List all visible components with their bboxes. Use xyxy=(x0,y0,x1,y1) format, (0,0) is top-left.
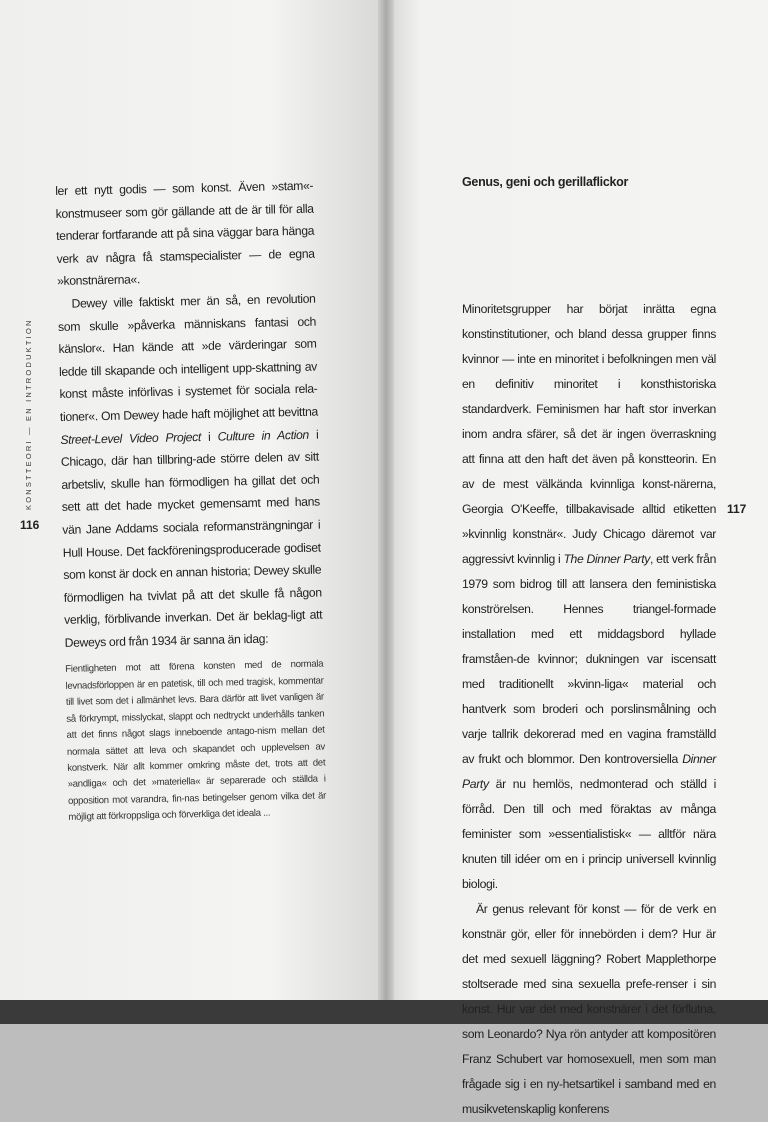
running-header: KONSTTEORI — EN INTRODUKTION xyxy=(24,318,33,510)
paragraph: Dewey ville faktiskt mer än så, en revolution som skulle »påverka människans fantasi och känslor«. Han kände att »de värderingar som ledde till skapande och intelligent upp-skattning av konst måste införlivas i systemet för sociala rela-tioner«. Om Dewey hade haft möjlighet att bevittna Street-Level Video Project i Culture in Action i Chicago, där han tillbring-ade större delen av sitt arbetsliv, skulle han förmodligen ha gillat det och sett att det hade mycket gemensamt med hans vän Jane Addams sociala reformansträngningar i Hull House. Det fackföreningsproducerade godiset som konst är dock en annan historia; Dewey skulle förmodligen ha tvivlat på att det skulle få någon verklig, förblivande inverkan. Det är beklag-ligt att Deweys ord från 1934 är sanna än idag: xyxy=(57,291,323,650)
page-number-right: 117 xyxy=(727,502,747,516)
paragraph: Minoritetsgrupper har börjat inrätta egna konstinstitutioner, och bland dessa grupper finns kvinnor — inte en minoritet i befolkningen men väl en definitiv minoritet i konsthistoriska standardverk. Feminismen har haft stor inverkan inom andra sfärer, så det är ingen överraskning att finna att den haft det även på konstteorin. En av de mest välkända kvinnliga konst-närerna, Georgia O'Keeffe, tillbakavisade alltid etiketten »kvinnlig konstnär«. Judy Chicago däremot var aggressivt kvinnlig i The Dinner Party, ett verk från 1979 som bidrog till att lansera den feministiska konströrelsen. Hennes triangel-formade installation med ett middagsbord hyllade framståen-de kvinnor; dukningen var iscensatt med traditionellt »kvinn-liga« material och hantverk som broderi och porslinsmålning och varje tallrik dekorerad med en vagina framställd av frukt och blommor. Den kontroversiella Dinner Party är nu hemlös, nedmonterad och ställd i förråd. Den till och med föraktas av många feminister som »essentialistisk« — alltför nära knuten till idéer om en i princip universell kvinnlig biologi. xyxy=(462,302,717,891)
page-number-left: 116 xyxy=(20,518,40,532)
block-quote: Fientligheten mot att förena konsten med de normala levnadsförloppen är en patetisk, till och med tragisk, kommentar till livet som det i allmänhet levs. Bara därför att livet vanligen är så förkrympt, misslyckat, slappt och nedtryckt underhålls tanken att det finns något slags inneboende antago-nism mellan det normala sättet att leva och skapandet och upplevelsen av konstverk. När allt kommer omkring måste det, trots att det »andliga« och det »materiella« är separerade och ställda i opposition mot varandra, fin-nas betingelser genom vilka det är möjligt att förkroppsliga och förverkliga det ideala ... xyxy=(65,658,327,823)
paragraph: ler ett nytt godis — som konst. Även »stam«-konstmuseer som gör gällande att de är till för alla tenderar fortfarande att på sina väggar bara hänga verk av några få stamspecialister — de egna »konstnärerna«. xyxy=(55,178,315,289)
book-spine xyxy=(378,0,394,1010)
left-text-column xyxy=(55,175,326,827)
right-text-column xyxy=(462,175,716,1122)
section-title: Genus, geni och gerillaflickor xyxy=(462,175,629,189)
paragraph: Är genus relevant för konst — för de verk en konstnär gör, eller för innebörden i dem? Hur är det med sexuell läggning? Robert Mapplethorpe stoltserade med sina sexuella prefe-renser i sin konst. Hur var det med konstnärer i det förflutna, som Leonardo? Nya rön antyder att kompositören Franz Schubert var homosexuell, men som man frågade sig i en ny-hetsartikel i samband med en musikvetenskaplig konferens xyxy=(462,902,716,1116)
